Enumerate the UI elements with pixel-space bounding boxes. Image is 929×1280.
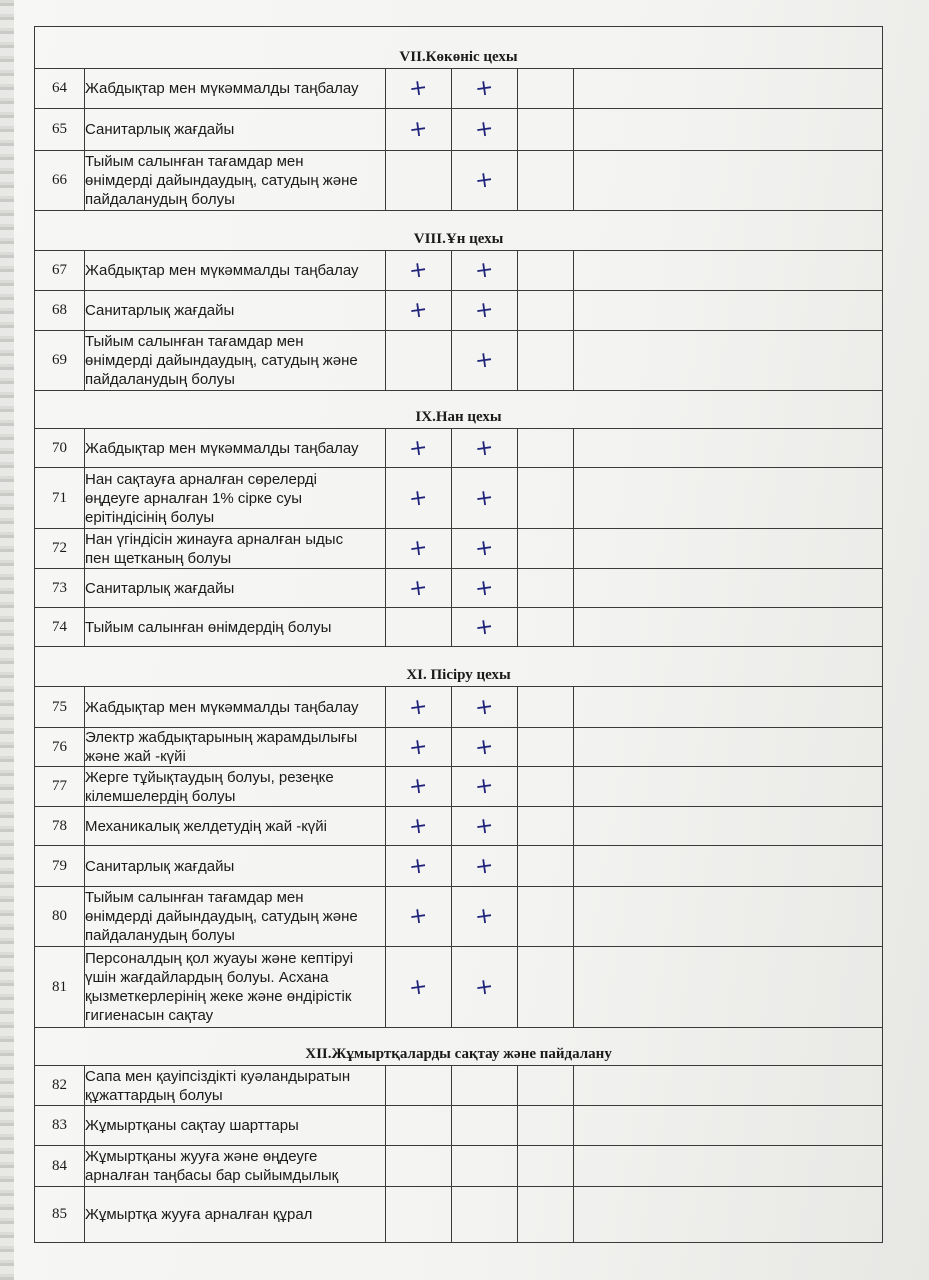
notes-cell bbox=[574, 1106, 883, 1146]
handwritten-plus-mark: + bbox=[473, 74, 496, 103]
table-row bbox=[35, 1187, 883, 1243]
table-row bbox=[35, 529, 883, 569]
empty-cell bbox=[518, 69, 574, 109]
check-mark-cell-2 bbox=[452, 1187, 518, 1243]
item-description: Жабдықтар мен мүкәммалды таңбалау bbox=[85, 687, 386, 728]
check-mark-cell-2 bbox=[452, 1066, 518, 1106]
section-title: XI. Пісіру цехы bbox=[35, 647, 883, 687]
item-number: 81 bbox=[35, 947, 85, 1028]
notes-cell bbox=[574, 1187, 883, 1243]
empty-cell bbox=[518, 687, 574, 728]
check-mark-cell-1 bbox=[386, 608, 452, 647]
section-title: VII.Көкөніс цехы bbox=[35, 27, 883, 69]
handwritten-plus-mark: + bbox=[473, 115, 496, 144]
table-row bbox=[35, 947, 883, 1028]
item-number: 82 bbox=[35, 1066, 85, 1106]
item-description: Санитарлық жағдайы bbox=[85, 109, 386, 151]
handwritten-plus-mark: + bbox=[473, 772, 496, 801]
handwritten-plus-mark: + bbox=[473, 256, 496, 285]
handwritten-plus-mark: + bbox=[473, 484, 496, 512]
check-mark-cell-1 bbox=[386, 1146, 452, 1187]
item-description: Жабдықтар мен мүкәммалды таңбалау bbox=[85, 69, 386, 109]
item-description: Нан үгіндісін жинауға арналған ыдыс пен щетканың болуы bbox=[85, 529, 386, 569]
handwritten-plus-mark: + bbox=[473, 693, 496, 721]
check-mark-cell-2 bbox=[452, 1146, 518, 1187]
handwritten-plus-mark: + bbox=[407, 484, 430, 512]
section-title: XII.Жұмыртқаларды сақтау және пайдалану bbox=[35, 1028, 883, 1066]
check-mark-cell-1 bbox=[386, 69, 452, 109]
check-mark-cell-2 bbox=[452, 687, 518, 728]
check-mark-cell-2 bbox=[452, 1106, 518, 1146]
item-description: Тыйым салынған тағамдар мен өнімдерді дайындаудың, сатудың және пайдаланудың болуы bbox=[85, 151, 386, 211]
table-row bbox=[35, 331, 883, 391]
checklist-body bbox=[35, 27, 883, 1243]
check-mark-cell-1 bbox=[386, 291, 452, 331]
check-mark-cell-2 bbox=[452, 69, 518, 109]
empty-cell bbox=[518, 468, 574, 529]
handwritten-plus-mark: + bbox=[407, 256, 430, 285]
check-mark-cell-1 bbox=[386, 846, 452, 887]
item-number: 65 bbox=[35, 109, 85, 151]
notes-cell bbox=[574, 807, 883, 846]
check-mark-cell-2 bbox=[452, 251, 518, 291]
check-mark-cell-2 bbox=[452, 767, 518, 807]
item-number: 73 bbox=[35, 569, 85, 608]
check-mark-cell-1 bbox=[386, 767, 452, 807]
handwritten-plus-mark: + bbox=[407, 296, 430, 325]
notes-cell bbox=[574, 569, 883, 608]
check-mark-cell-2 bbox=[452, 569, 518, 608]
item-number: 85 bbox=[35, 1187, 85, 1243]
empty-cell bbox=[518, 331, 574, 391]
table-row bbox=[35, 728, 883, 767]
check-mark-cell-2 bbox=[452, 947, 518, 1028]
item-description: Нан сақтауға арналған сөрелерді өңдеуге арналған 1% сірке суы ерітіндісінің болуы bbox=[85, 468, 386, 529]
empty-cell bbox=[518, 608, 574, 647]
table-row bbox=[35, 1106, 883, 1146]
check-mark-cell-1 bbox=[386, 151, 452, 211]
item-number: 68 bbox=[35, 291, 85, 331]
section-header-row bbox=[35, 391, 883, 429]
handwritten-plus-mark: + bbox=[473, 613, 496, 641]
table-row bbox=[35, 887, 883, 947]
notes-cell bbox=[574, 1066, 883, 1106]
empty-cell bbox=[518, 109, 574, 151]
notes-cell bbox=[574, 767, 883, 807]
check-mark-cell-1 bbox=[386, 529, 452, 569]
table-row bbox=[35, 291, 883, 331]
handwritten-plus-mark: + bbox=[407, 434, 430, 462]
check-mark-cell-2 bbox=[452, 331, 518, 391]
empty-cell bbox=[518, 151, 574, 211]
handwritten-plus-mark: + bbox=[407, 902, 430, 931]
item-number: 71 bbox=[35, 468, 85, 529]
check-mark-cell-1 bbox=[386, 468, 452, 529]
notes-cell bbox=[574, 468, 883, 529]
item-number: 64 bbox=[35, 69, 85, 109]
check-mark-cell-1 bbox=[386, 807, 452, 846]
check-mark-cell-1 bbox=[386, 1187, 452, 1243]
empty-cell bbox=[518, 1066, 574, 1106]
item-description: Сапа мен қауіпсіздікті куәландыратын құжаттардың болуы bbox=[85, 1066, 386, 1106]
empty-cell bbox=[518, 291, 574, 331]
table-row bbox=[35, 569, 883, 608]
item-description: Жабдықтар мен мүкәммалды таңбалау bbox=[85, 251, 386, 291]
table-row bbox=[35, 846, 883, 887]
check-mark-cell-2 bbox=[452, 728, 518, 767]
notes-cell bbox=[574, 529, 883, 569]
item-description: Тыйым салынған өнімдердің болуы bbox=[85, 608, 386, 647]
notes-cell bbox=[574, 846, 883, 887]
check-mark-cell-2 bbox=[452, 151, 518, 211]
item-description: Жабдықтар мен мүкәммалды таңбалау bbox=[85, 429, 386, 468]
section-header-row bbox=[35, 211, 883, 251]
check-mark-cell-1 bbox=[386, 887, 452, 947]
item-description: Электр жабдықтарының жарамдылығы және жай -күйі bbox=[85, 728, 386, 767]
handwritten-plus-mark: + bbox=[407, 534, 430, 563]
check-mark-cell-2 bbox=[452, 807, 518, 846]
check-mark-cell-1 bbox=[386, 728, 452, 767]
item-description: Санитарлық жағдайы bbox=[85, 569, 386, 608]
handwritten-plus-mark: + bbox=[473, 296, 496, 325]
item-description: Жұмыртқа жууға арналған құрал bbox=[85, 1187, 386, 1243]
empty-cell bbox=[518, 529, 574, 569]
notes-cell bbox=[574, 251, 883, 291]
check-mark-cell-2 bbox=[452, 468, 518, 529]
notes-cell bbox=[574, 109, 883, 151]
handwritten-plus-mark: + bbox=[407, 574, 430, 602]
item-description: Санитарлық жағдайы bbox=[85, 291, 386, 331]
table-row bbox=[35, 608, 883, 647]
item-description: Персоналдың қол жуауы және кептіруі үшін жағдайлардың болуы. Асхана қызметкерлерінің жеке және өндірістік гигиенасын сақтау bbox=[85, 947, 386, 1028]
table-row bbox=[35, 807, 883, 846]
empty-cell bbox=[518, 767, 574, 807]
check-mark-cell-2 bbox=[452, 608, 518, 647]
empty-cell bbox=[518, 807, 574, 846]
notes-cell bbox=[574, 331, 883, 391]
table-row bbox=[35, 468, 883, 529]
empty-cell bbox=[518, 728, 574, 767]
table-row bbox=[35, 429, 883, 468]
table-row bbox=[35, 1146, 883, 1187]
item-number: 75 bbox=[35, 687, 85, 728]
table-row bbox=[35, 151, 883, 211]
binding-edge bbox=[0, 0, 14, 1280]
item-description: Санитарлық жағдайы bbox=[85, 846, 386, 887]
check-mark-cell-1 bbox=[386, 251, 452, 291]
section-title: VIII.Ұн цехы bbox=[35, 211, 883, 251]
handwritten-plus-mark: + bbox=[473, 973, 496, 1001]
notes-cell bbox=[574, 429, 883, 468]
handwritten-plus-mark: + bbox=[407, 852, 430, 880]
section-title: IX.Нан цехы bbox=[35, 391, 883, 429]
handwritten-plus-mark: + bbox=[473, 852, 496, 880]
empty-cell bbox=[518, 429, 574, 468]
check-mark-cell-2 bbox=[452, 846, 518, 887]
notes-cell bbox=[574, 887, 883, 947]
empty-cell bbox=[518, 1187, 574, 1243]
item-description: Жерге тұйықтаудың болуы, резеңке кілемшелердің болуы bbox=[85, 767, 386, 807]
notes-cell bbox=[574, 947, 883, 1028]
empty-cell bbox=[518, 887, 574, 947]
item-number: 76 bbox=[35, 728, 85, 767]
empty-cell bbox=[518, 1106, 574, 1146]
item-description: Жұмыртқаны сақтау шарттары bbox=[85, 1106, 386, 1146]
section-header-row bbox=[35, 1028, 883, 1066]
table-row bbox=[35, 109, 883, 151]
item-description: Механикалық желдетудің жай -күйі bbox=[85, 807, 386, 846]
check-mark-cell-1 bbox=[386, 947, 452, 1028]
section-header-row bbox=[35, 27, 883, 69]
check-mark-cell-1 bbox=[386, 331, 452, 391]
check-mark-cell-1 bbox=[386, 687, 452, 728]
notes-cell bbox=[574, 1146, 883, 1187]
item-number: 80 bbox=[35, 887, 85, 947]
check-mark-cell-2 bbox=[452, 887, 518, 947]
handwritten-plus-mark: + bbox=[407, 973, 430, 1001]
handwritten-plus-mark: + bbox=[473, 346, 496, 375]
table-row bbox=[35, 687, 883, 728]
empty-cell bbox=[518, 947, 574, 1028]
item-number: 66 bbox=[35, 151, 85, 211]
item-number: 67 bbox=[35, 251, 85, 291]
table-row bbox=[35, 251, 883, 291]
check-mark-cell-2 bbox=[452, 429, 518, 468]
handwritten-plus-mark: + bbox=[473, 166, 496, 195]
handwritten-plus-mark: + bbox=[473, 574, 496, 602]
handwritten-plus-mark: + bbox=[473, 733, 496, 761]
notes-cell bbox=[574, 291, 883, 331]
handwritten-plus-mark: + bbox=[407, 733, 430, 761]
item-number: 70 bbox=[35, 429, 85, 468]
handwritten-plus-mark: + bbox=[473, 902, 496, 931]
item-description: Тыйым салынған тағамдар мен өнімдерді дайындаудың, сатудың және пайдаланудың болуы bbox=[85, 887, 386, 947]
check-mark-cell-1 bbox=[386, 1066, 452, 1106]
item-number: 84 bbox=[35, 1146, 85, 1187]
inspection-checklist-table bbox=[34, 26, 883, 1243]
item-description: Жұмыртқаны жууға және өңдеуге арналған таңбасы бар сыйымдылық bbox=[85, 1146, 386, 1187]
item-description: Тыйым салынған тағамдар мен өнімдерді дайындаудың, сатудың және пайдаланудың болуы bbox=[85, 331, 386, 391]
handwritten-plus-mark: + bbox=[473, 534, 496, 563]
handwritten-plus-mark: + bbox=[407, 115, 430, 144]
empty-cell bbox=[518, 846, 574, 887]
notes-cell bbox=[574, 69, 883, 109]
notes-cell bbox=[574, 608, 883, 647]
item-number: 74 bbox=[35, 608, 85, 647]
notes-cell bbox=[574, 687, 883, 728]
notes-cell bbox=[574, 151, 883, 211]
check-mark-cell-1 bbox=[386, 109, 452, 151]
table-row bbox=[35, 1066, 883, 1106]
table-row bbox=[35, 69, 883, 109]
item-number: 72 bbox=[35, 529, 85, 569]
item-number: 83 bbox=[35, 1106, 85, 1146]
table-row bbox=[35, 767, 883, 807]
item-number: 77 bbox=[35, 767, 85, 807]
check-mark-cell-2 bbox=[452, 529, 518, 569]
handwritten-plus-mark: + bbox=[407, 812, 430, 840]
notes-cell bbox=[574, 728, 883, 767]
handwritten-plus-mark: + bbox=[407, 74, 430, 103]
item-number: 78 bbox=[35, 807, 85, 846]
item-number: 79 bbox=[35, 846, 85, 887]
check-mark-cell-1 bbox=[386, 1106, 452, 1146]
handwritten-plus-mark: + bbox=[407, 772, 430, 801]
empty-cell bbox=[518, 569, 574, 608]
check-mark-cell-1 bbox=[386, 429, 452, 468]
section-header-row bbox=[35, 647, 883, 687]
empty-cell bbox=[518, 1146, 574, 1187]
check-mark-cell-2 bbox=[452, 109, 518, 151]
item-number: 69 bbox=[35, 331, 85, 391]
check-mark-cell-1 bbox=[386, 569, 452, 608]
handwritten-plus-mark: + bbox=[473, 434, 496, 462]
check-mark-cell-2 bbox=[452, 291, 518, 331]
handwritten-plus-mark: + bbox=[407, 693, 430, 721]
handwritten-plus-mark: + bbox=[473, 812, 496, 840]
empty-cell bbox=[518, 251, 574, 291]
